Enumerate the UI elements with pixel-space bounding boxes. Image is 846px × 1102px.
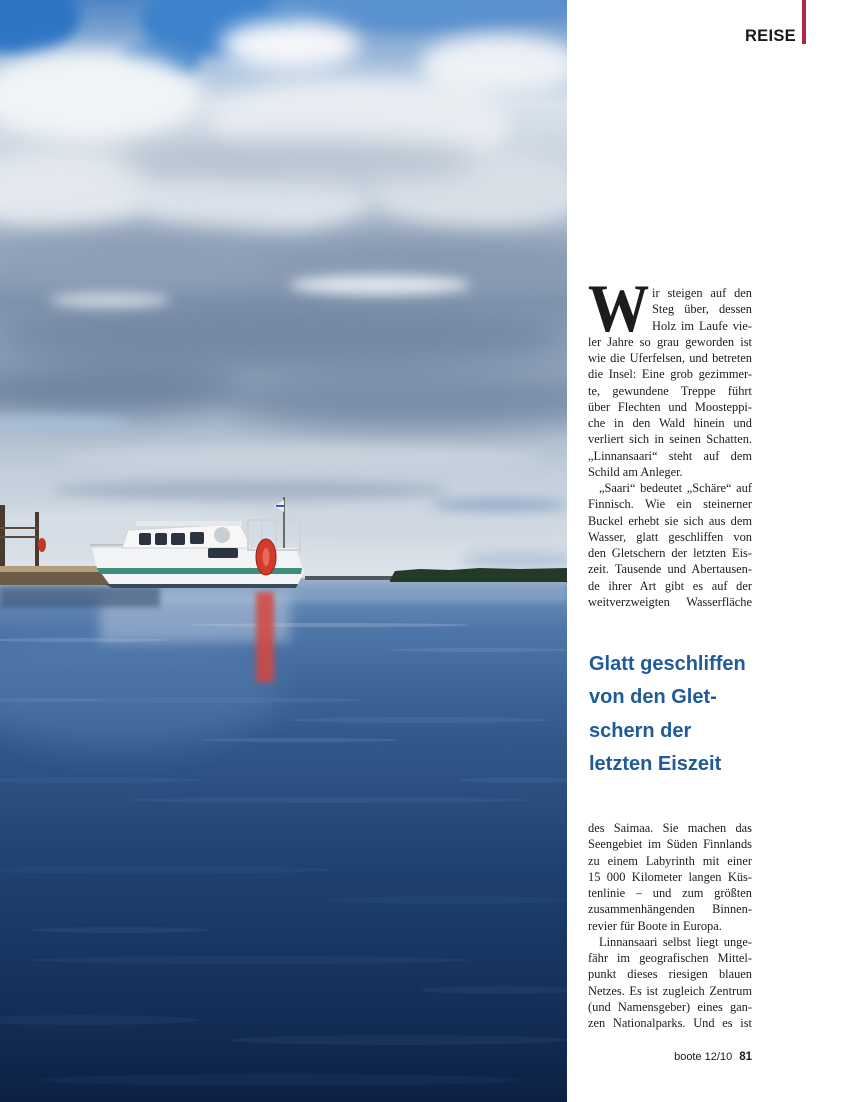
text-line: zen Nationalparks. Und es ist (588, 1016, 752, 1030)
ripple (230, 1035, 567, 1045)
article-column-bottom (588, 820, 752, 1031)
text-line: Buckel erhebt sie sich aus dem (588, 513, 752, 528)
pull-quote-line: Glatt geschliffen (589, 653, 746, 675)
cabin-window (171, 533, 185, 545)
dock-reflection (0, 587, 160, 607)
cloud-streak (290, 275, 470, 295)
text-line: des Saimaa. Sie machen das (588, 821, 752, 835)
cloud-streak (60, 446, 540, 474)
cabin-window (139, 533, 151, 545)
satellite-dish (214, 527, 230, 543)
text-line: Schild am Anleger. (588, 464, 683, 479)
cloud-streak (50, 292, 170, 308)
text-line: wie die Uferfelsen, und betreten (588, 351, 752, 365)
text-line: te, gewundene Treppe führt (588, 383, 752, 398)
pull-quote (589, 648, 789, 781)
text-line: fähr im geografischen Mittel- (588, 951, 752, 965)
page-number: 81 (739, 1051, 752, 1063)
text-line: Finnisch. Wie ein steinerner (588, 497, 752, 512)
text-line: 15 000 Kilometer langen Küs- (588, 869, 752, 884)
text-line: de ihrer Art gibt es auf der (588, 578, 752, 593)
text-line: Holz im Laufe vie- (652, 318, 752, 333)
text-line: Linnansaari selbst liegt unge- (599, 934, 752, 949)
text-line: die Insel: Eine grob gezimmer- (588, 367, 752, 382)
cloud-streak (430, 499, 567, 511)
red-reflection (256, 592, 274, 682)
distant-shore (305, 576, 395, 580)
lake-water (0, 578, 567, 1102)
text-line: Wasser, glatt geschliffen von (588, 529, 752, 544)
cabin-roof (136, 521, 242, 526)
text-line: weitverzweigten Wasserfläche (588, 594, 752, 609)
pull-quote-line: letzten Eiszeit (589, 752, 722, 775)
forest-island (390, 568, 567, 582)
cloud (220, 20, 360, 70)
fender (38, 538, 46, 552)
cloud-streak (50, 480, 450, 500)
cabin-window (155, 533, 167, 545)
article-column-top (588, 270, 752, 610)
ripple (30, 956, 470, 964)
ripple (40, 1074, 520, 1086)
text-line: zeit. Tausende und Abertausen- (588, 562, 752, 577)
text-line: ler Jahre so grau geworden ist (588, 334, 752, 349)
cloud-shadow (120, 140, 480, 180)
dock-post (0, 505, 5, 573)
ripple (30, 927, 210, 933)
text-line: „Linnansaari“ steht auf dem (588, 448, 752, 463)
text-line: zu einem Labyrinth mit einer (588, 853, 752, 868)
text-line: (und Namensgeber) eines gan- (588, 999, 752, 1014)
drop-cap: W (588, 270, 650, 346)
pull-quote-line: schern der (589, 719, 692, 742)
magazine-issue: boote 12/10 (674, 1051, 733, 1063)
white-clouds (0, 20, 567, 235)
section-accent-bar (802, 0, 806, 44)
ripple (290, 717, 550, 723)
hull-window (208, 548, 238, 558)
text-line: Seengebiet im Süden Finnlands (588, 837, 752, 852)
life-ring-highlight (263, 548, 270, 566)
text-line: ir steigen auf den (652, 286, 752, 300)
text-line: tenlinie – und zum größten (588, 886, 752, 900)
text-line: „Saari“ bedeutet „Schäre“ auf (599, 481, 752, 495)
text-line: zusammenhängenden Binnen- (588, 902, 752, 917)
ripple (130, 797, 530, 803)
ripple (390, 648, 567, 652)
page-footer (674, 1049, 752, 1063)
cabin-window (190, 532, 204, 544)
sky (0, 0, 567, 580)
text-line: che in den Wald hinein und (588, 416, 752, 430)
ripple (330, 896, 567, 904)
text-line: punkt dieses riesigen blauen (588, 967, 752, 982)
text-line: über Flechten und Moosteppi- (588, 399, 752, 414)
pull-quote-line: von den Glet- (589, 686, 717, 709)
section-label: REISE (744, 27, 796, 45)
cloud-shadow (0, 305, 560, 365)
text-line: Netzes. Es ist zugleich Zentrum (588, 983, 752, 998)
text-line: verliert sich in seinen Schatten. (588, 432, 752, 447)
ripple (200, 738, 400, 742)
text-line: den Gletschern der letzten Eis- (588, 546, 752, 560)
waterline (105, 584, 298, 588)
text-line: Steg über, dessen (652, 302, 752, 317)
text-line: revier für Boote in Europa. (588, 918, 722, 933)
